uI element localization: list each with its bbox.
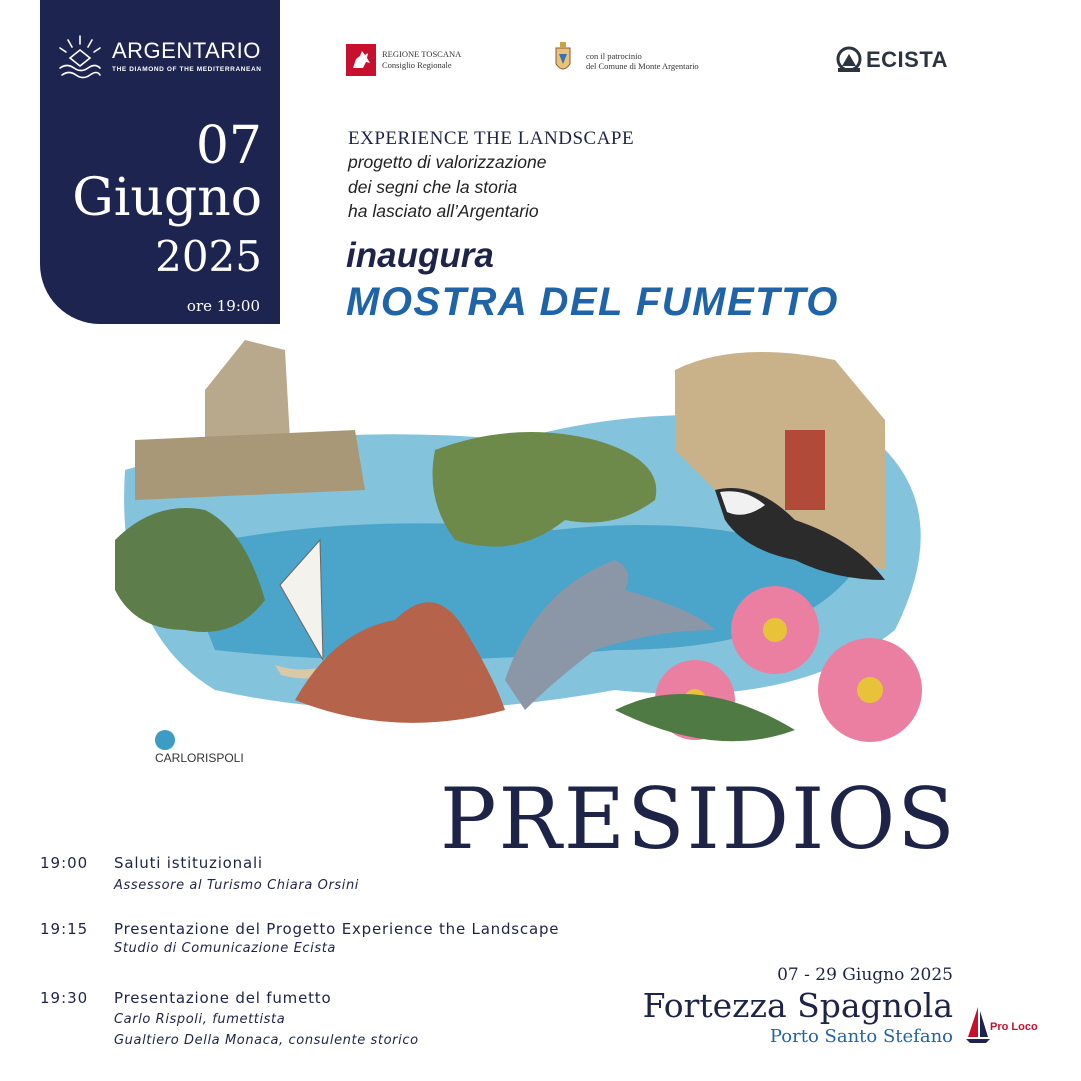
ecista-logo	[836, 44, 948, 76]
sun-wave-icon	[54, 32, 106, 84]
sailboat-icon	[966, 1005, 990, 1045]
comune-sublabel: del Comune di Monte Argentario	[586, 61, 699, 71]
schedule-title: Saluti istituzionali	[114, 854, 263, 872]
schedule-title: Presentazione del fumetto	[114, 989, 332, 1007]
ecista-icon	[836, 46, 862, 74]
proloco-logo	[966, 1005, 1046, 1051]
inaugura-heading: inaugura	[346, 236, 494, 275]
brand-tagline: THE DIAMOND OF THE MEDITERRANEAN	[112, 66, 262, 73]
date-time: ore 19:00	[186, 297, 260, 315]
schedule-subtitle: Gualtiero Della Monaca, consulente storico	[114, 1033, 419, 1048]
regione-sublabel: Consiglio Regionale	[382, 60, 452, 70]
brand-name: ARGENTARIO	[112, 38, 261, 63]
schedule-time: 19:00	[40, 854, 89, 872]
ecista-label: ECISTA	[866, 47, 949, 72]
schedule-subtitle: Carlo Rispoli, fumettista	[114, 1012, 286, 1027]
artist-signature: CARLORISPOLI	[155, 751, 244, 765]
date-month: Giugno	[72, 168, 262, 228]
experience-line-3: ha lasciato all’Argentario	[348, 201, 539, 221]
date-block	[40, 0, 280, 324]
regione-label: REGIONE TOSCANA	[382, 49, 462, 59]
proloco-label: Pro Loco	[990, 1021, 1038, 1033]
venue-place: Porto Santo Stefano	[769, 1026, 953, 1047]
comune-label: con il patrocinio	[586, 51, 642, 61]
schedule-subtitle: Studio di Comunicazione Ecista	[114, 941, 337, 956]
schedule-subtitle: Assessore al Turismo Chiara Orsini	[114, 878, 360, 893]
schedule-time: 19:15	[40, 920, 89, 938]
experience-line-2: dei segni che la storia	[348, 177, 518, 197]
pegasus-icon	[346, 44, 376, 76]
venue-name: Fortezza Spagnola	[642, 986, 953, 1025]
argentario-logo	[50, 30, 280, 90]
watercolor-illustration	[95, 330, 995, 790]
experience-line-1: progetto di valorizzazione	[348, 152, 547, 172]
event-title: PRESIDIOS	[440, 770, 957, 868]
schedule-title: Presentazione del Progetto Experience the Landscape	[114, 920, 560, 938]
experience-title: EXPERIENCE THE LANDSCAPE	[348, 128, 635, 149]
date-year: 2025	[155, 232, 262, 281]
mostra-heading: MOSTRA DEL FUMETTO	[346, 280, 839, 324]
regione-toscana-logo	[346, 44, 466, 78]
date-day: 07	[195, 116, 262, 176]
coat-of-arms-icon	[552, 42, 574, 76]
comune-logo	[552, 42, 762, 78]
schedule-time: 19:30	[40, 989, 89, 1007]
exhibition-dates: 07 - 29 Giugno 2025	[777, 965, 953, 985]
